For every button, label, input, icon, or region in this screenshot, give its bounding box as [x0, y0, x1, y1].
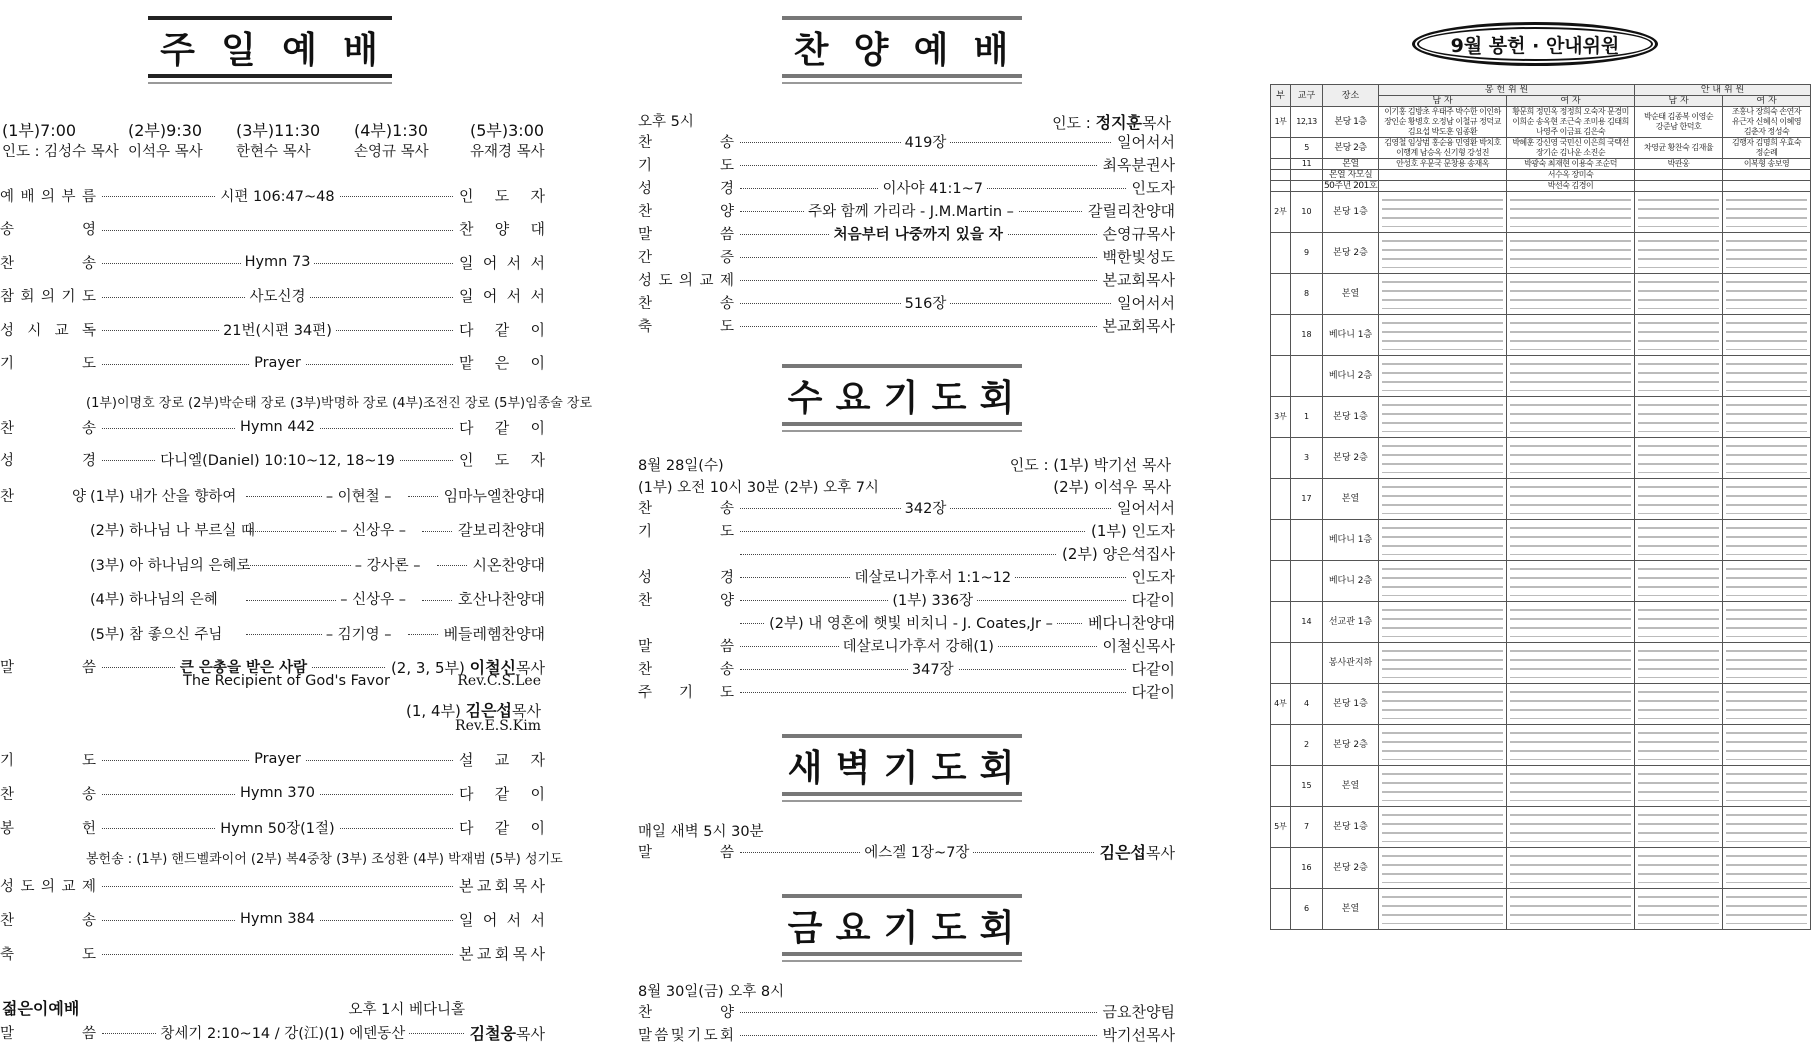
order-right: 본 교 회 목 사	[459, 876, 545, 895]
order-label: 말 씀	[638, 638, 734, 655]
sermon-p2-services: (1, 4부)	[406, 702, 461, 720]
cell-place: 50주년 201호	[1323, 181, 1378, 191]
order-label: 축 도	[638, 318, 734, 335]
order-row	[638, 1023, 1175, 1045]
service-time-5: (5부)3:00	[470, 121, 545, 140]
order-row	[0, 318, 545, 340]
table-row-filler: 15 본열	[1271, 766, 1811, 807]
order-label: 찬 송	[638, 134, 734, 151]
choir-name: 갈보리찬양대	[458, 521, 545, 539]
sunday-service-column	[0, 0, 593, 1046]
order-row	[0, 942, 545, 964]
youth-sermon-content: 창세기 2:10~14 / 강(江)(1) 에덴동산	[156, 1022, 409, 1043]
order-row	[638, 291, 1175, 313]
table-row-filler: 8 본열	[1271, 274, 1811, 315]
order-right: 일어서서	[1117, 293, 1175, 312]
table-row-filler: 16 본당 2층	[1271, 848, 1811, 889]
cell-a: 이기홍 김방초 우태주 박수한 이인하 장인순 황병호 오정남 이철규 정덕교 김요섭 박도훈 임종환	[1384, 107, 1501, 136]
sunday-service-title: 주 일 예 배	[148, 16, 392, 78]
order-right: 갈릴리찬양대	[1088, 201, 1175, 220]
order-row	[638, 314, 1175, 336]
order-content: Hymn 442	[236, 419, 319, 435]
service-leader-1: 인도 : 김성수 목사	[2, 144, 119, 160]
table-row	[1271, 159, 1811, 170]
choir-composer: – 신상우 –	[336, 519, 410, 540]
youth-sermon-row	[0, 1021, 545, 1043]
choir-song: (2부) 하나님 나 부르실 때	[90, 523, 256, 539]
other-services-column	[630, 0, 1175, 1046]
order-label: 송 영	[0, 222, 96, 238]
choir-label: 찬 양	[0, 488, 86, 505]
order-right: 맡 은 이	[459, 354, 545, 372]
order-content: 주와 함께 가리라 - J.M.Martin –	[804, 200, 1018, 221]
order-right: 설 교 자	[459, 750, 545, 769]
choir-composer: – 강사론 –	[351, 554, 425, 575]
dawn-preacher: 김은섭	[1099, 842, 1147, 862]
cell-b: 박혜훈 강신영 국민신 이은희 국택선 장기순 김나운 소진순	[1512, 138, 1629, 157]
choir-song: (5부) 참 좋으신 주님	[90, 626, 223, 643]
table-row-filler: 3부 1 본당 1층	[1271, 397, 1811, 438]
order-right: 다 같 이	[459, 784, 545, 803]
order-content: 사도신경	[245, 285, 309, 306]
order-row	[638, 130, 1175, 152]
service-leader-4: 손영규 목사	[354, 144, 429, 160]
sermon-p1-en: Rev.C.S.Lee	[457, 673, 541, 689]
order-right: 최옥분권사	[1102, 155, 1175, 174]
order-content: 342장	[901, 497, 951, 518]
wednesday-leader2: (2부) 이석우 목사	[1053, 478, 1171, 496]
cell-gyogu: 5	[1304, 143, 1309, 152]
choir-row	[0, 622, 545, 644]
order-right: 본교회목사	[1102, 270, 1175, 289]
table-row-filler: 6 본열	[1271, 889, 1811, 930]
header-bongheon: 봉 헌 위 원	[1379, 85, 1635, 96]
cell-gyogu: 12,13	[1296, 117, 1317, 126]
order-content: Prayer	[250, 355, 305, 371]
service-leader-2: 이석우 목사	[128, 144, 203, 160]
order-row	[638, 588, 1175, 610]
order-row	[638, 680, 1175, 702]
choir-name: 시온찬양대	[472, 555, 545, 574]
order-row	[638, 199, 1175, 221]
committee-table	[1270, 84, 1811, 930]
choir-name: 베들레헴찬양대	[443, 624, 545, 643]
table-row-filler: 17 본열	[1271, 479, 1811, 520]
order-row	[0, 285, 545, 307]
order-right: 백한빛성도	[1102, 247, 1175, 266]
wednesday-leader: 인도 : (1부) 박기선 목사	[1009, 456, 1171, 474]
table-row-filler: 5부 7 본당 1층	[1271, 807, 1811, 848]
table-row-filler: 14 선교관 1층	[1271, 602, 1811, 643]
dawn-title: 새 벽 기 도 회	[782, 734, 1022, 796]
order-content: Prayer	[250, 751, 305, 767]
order-row	[638, 611, 1175, 633]
order-label: 찬 송	[638, 661, 734, 678]
service-time-1: (1부)7:00	[2, 121, 77, 140]
order-right: 다 같 이	[459, 320, 545, 339]
order-row	[638, 268, 1175, 290]
order-label: 기 도	[0, 356, 96, 372]
dawn-sermon-row	[638, 840, 1175, 862]
order-content: 이사야 41:1~7	[878, 177, 987, 198]
sermon-title-en: The Recipient of God's Favor	[183, 673, 390, 689]
order-content: 347장	[908, 658, 958, 679]
cell-place: 본열	[1342, 159, 1359, 169]
cell-b: 박광숙 최재현 이용숙 조순덕	[1524, 159, 1617, 168]
sermon-p1-name: 이철신	[469, 657, 517, 677]
cell-c: 차영균 황찬숙 김재율	[1643, 143, 1714, 152]
order-right: 본 교 회 목 사	[459, 944, 545, 963]
order-row	[638, 657, 1175, 679]
cell-b: 박선숙 김경이	[1547, 181, 1594, 190]
order-right: 일 어 서 서	[459, 287, 545, 305]
prayer-note: (1부)이명호 장로 (2부)박순태 장로 (3부)박명하 장로 (4부)조전진 장로 (5부)임종술 장로	[86, 396, 593, 411]
order-label: 말 씀 및 기 도 회	[638, 1027, 734, 1044]
service-leader-3: 한현수 목사	[236, 144, 311, 160]
order-right: 일 어 서 서	[459, 910, 545, 929]
order-content: 데살로니가후서 강해(1)	[839, 635, 998, 656]
order-right: 인도자	[1131, 178, 1175, 197]
cell-c: 박순태 김종복 이영순 강준남 한덕호	[1643, 112, 1714, 131]
cell-c: 박관웅	[1667, 159, 1690, 168]
order-content: 시편 106:47~48	[216, 185, 338, 206]
choir-name: 호산나찬양대	[458, 590, 545, 608]
order-row	[0, 782, 545, 804]
order-right: 찬 양 대	[459, 220, 545, 238]
sermon-label: 말 씀	[0, 659, 96, 676]
service-time-2: (2부)9:30	[128, 121, 203, 140]
cell-d: 김행자 김명희 우효숙 정순례	[1731, 138, 1802, 157]
wednesday-date: 8월 28일(수)	[638, 458, 724, 474]
order-label: 기 도	[638, 157, 734, 174]
order-right: 다같이	[1131, 659, 1175, 678]
order-right: 인 도 자	[459, 450, 545, 469]
cell-a: 안성호 우문국 문창용 송재옥	[1396, 159, 1489, 168]
friday-title: 금 요 기 도 회	[782, 894, 1022, 956]
order-content: Hymn 73	[241, 254, 315, 270]
duty-committee-column	[1268, 0, 1812, 1046]
choir-row	[0, 484, 545, 506]
youth-preacher-role: 목사	[516, 1024, 545, 1043]
order-label: 봉 헌	[0, 820, 96, 837]
praise-service-title: 찬 양 예 배	[782, 16, 1022, 78]
order-label: 찬 송	[0, 912, 96, 929]
wednesday-title: 수 요 기 도 회	[782, 364, 1022, 426]
order-row	[0, 218, 545, 240]
order-content: (1부) 336장	[888, 589, 977, 610]
order-label: 찬 양	[638, 592, 734, 609]
order-label: 성 도 의 교 제	[638, 272, 734, 289]
order-label: 말 씀	[638, 226, 734, 243]
order-label: 성 경	[638, 180, 734, 197]
order-row	[638, 222, 1175, 244]
table-row-filler: 봉사관지하	[1271, 643, 1811, 684]
table-row-filler: 베다니 2층	[1271, 561, 1811, 602]
order-row	[638, 519, 1175, 541]
order-label: 기 도	[0, 752, 96, 769]
choir-song: (1부) 내가 산을 향하여	[90, 488, 237, 505]
choir-row	[0, 588, 545, 610]
sermon-title: 큰 은총을 받은 사람	[176, 656, 311, 677]
order-row	[0, 448, 545, 470]
table-row	[1271, 138, 1811, 159]
order-row	[0, 251, 545, 273]
order-content: 처음부터 나중까지 있을 자	[830, 223, 1007, 244]
choir-name: 임마누엘찬양대	[443, 486, 545, 505]
order-row	[638, 634, 1175, 656]
order-row	[638, 245, 1175, 267]
table-row-filler: 2 본당 2층	[1271, 725, 1811, 766]
order-right: (1부) 인도자	[1091, 521, 1175, 540]
table-row	[1271, 107, 1811, 138]
sermon-p1-role: 목사	[516, 658, 545, 677]
cell-d: 이복형 송보영	[1743, 159, 1790, 168]
order-right: 박기선목사	[1102, 1025, 1175, 1044]
order-label: 찬 송	[638, 500, 734, 517]
sermon-p1-services: (2, 3, 5부)	[390, 658, 465, 677]
order-label: 성 시 교 독	[0, 322, 96, 339]
youth-service-title: 젊은이예배	[2, 999, 80, 1018]
cell-place: 본열 자모실	[1328, 170, 1373, 180]
order-label: 기 도	[638, 523, 734, 540]
order-right: 일어서서	[1117, 132, 1175, 151]
order-row	[0, 416, 545, 438]
service-leader-5: 유재경 목사	[470, 144, 545, 160]
table-row-filler: 9 본당 2층	[1271, 233, 1811, 274]
youth-sermon-label: 말 씀	[0, 1025, 96, 1042]
order-label: 축 도	[0, 946, 96, 963]
order-right: 다 같 이	[459, 818, 545, 837]
youth-preacher: 김철웅	[469, 1023, 517, 1043]
order-content: 데살로니가후서 1:1~12	[850, 566, 1015, 587]
committee-title: 9월 봉헌 · 안내위원	[1412, 22, 1658, 66]
cell-b: 서수옥 장미숙	[1547, 170, 1594, 179]
order-label: 성 경	[0, 452, 96, 469]
table-row-filler: 베다니 2층	[1271, 356, 1811, 397]
choir-composer: – 신상우 –	[336, 588, 410, 609]
cell-gyogu: 11	[1301, 159, 1312, 168]
header-annae-female: 여 자	[1723, 96, 1811, 107]
order-label: 찬 송	[0, 420, 96, 437]
table-row-filler: 3 본당 2층	[1271, 438, 1811, 479]
choir-row	[0, 519, 545, 541]
header-bongheon-female: 여 자	[1507, 96, 1635, 107]
dawn-time: 매일 새벽 5시 30분	[638, 824, 764, 840]
order-label: 찬 양	[638, 203, 734, 220]
order-row	[638, 176, 1175, 198]
order-label: 성 도 의 교 제	[0, 878, 96, 895]
choir-song: (3부) 아 하나님의 은혜로	[90, 557, 251, 574]
order-content: Hymn 370	[236, 785, 319, 801]
order-right: 다같이	[1131, 590, 1175, 609]
order-right: 베다니찬양대	[1088, 613, 1175, 632]
choir-row	[0, 553, 545, 575]
choir-composer: – 이현철 –	[322, 485, 396, 506]
header-bongheon-male: 남 자	[1379, 96, 1507, 107]
table-row-filler: 4부 4 본당 1층	[1271, 684, 1811, 725]
table-row-filler: 베다니 1층	[1271, 520, 1811, 561]
order-content: 다니엘(Daniel) 10:10~12, 18~19	[156, 449, 399, 470]
sermon-p2-name: 김은섭	[465, 701, 513, 720]
header-gyogu: 교구	[1291, 85, 1323, 107]
order-row	[0, 748, 545, 770]
header-bu: 부	[1271, 85, 1291, 107]
order-row	[0, 816, 545, 838]
table-row	[1271, 170, 1811, 181]
service-time-3: (3부)11:30	[236, 121, 321, 140]
order-label: 찬 송	[638, 295, 734, 312]
order-right: (2부) 양은석집사	[1062, 544, 1175, 563]
cell-place: 본당 1층	[1334, 117, 1367, 127]
order-content: 516장	[901, 292, 951, 313]
header-place: 장소	[1323, 85, 1379, 107]
service-time-4: (4부)1:30	[354, 121, 429, 140]
order-label: 간 증	[638, 249, 734, 266]
youth-service-info: 오후 1시 베다니홀	[348, 1002, 465, 1018]
order-content: Hymn 50장(1절)	[216, 817, 338, 838]
order-row	[0, 874, 545, 896]
offering-note: 봉헌송 : (1부) 핸드벨콰이어 (2부) 복4중창 (3부) 조성환 (4부) 박재범 (5부) 성기도	[86, 852, 563, 867]
order-row	[638, 542, 1175, 564]
praise-time: 오후 5시	[638, 114, 694, 130]
order-right: 일어서서	[1117, 498, 1175, 517]
order-label: 찬 송	[0, 786, 96, 803]
cell-place: 본당 2층	[1334, 143, 1367, 153]
dawn-preacher-role: 목사	[1146, 843, 1175, 862]
order-right: 다같이	[1131, 682, 1175, 701]
header-annae: 안 내 위 원	[1635, 85, 1811, 96]
order-label: 성 경	[638, 569, 734, 586]
order-label: 찬 송	[0, 255, 96, 272]
sermon-p2-role: 목사	[512, 702, 541, 720]
order-right: 인도자	[1131, 567, 1175, 586]
order-right: 인 도 자	[459, 186, 545, 205]
order-row	[0, 184, 545, 206]
choir-song: (4부) 하나님의 은혜	[90, 592, 218, 608]
order-content: 419장	[901, 131, 951, 152]
order-row	[0, 352, 545, 374]
cell-b: 황문희 정민옥 정정희 오숙자 문경미 이희순 송옥현 조근숙 조미용 김태희 나영주 이금표 김은숙	[1512, 107, 1629, 136]
praise-leader: 인도 : 정지훈목사	[1052, 113, 1171, 132]
choir-composer: – 김기영 –	[322, 623, 396, 644]
order-right: 이철신목사	[1102, 636, 1175, 655]
sermon-p2-en: Rev.E.S.Kim	[455, 718, 541, 734]
order-row	[638, 1000, 1175, 1022]
dawn-sermon-content: 에스겔 1장~7장	[860, 841, 973, 862]
order-label: 찬 양	[638, 1004, 734, 1021]
cell-a: 김영철 임상범 홍순융 민영환 박치호 이행계 남승옥 신기형 강성진	[1384, 138, 1501, 157]
table-row-filler: 2부 10 본당 1층	[1271, 192, 1811, 233]
order-label: 예 배 의 부 름	[0, 188, 96, 205]
order-content: 21번(시편 34편)	[219, 319, 336, 340]
cell-d: 조홍나 장희숙 손연자 유근자 신혜식 이혜영 김춘자 정성숙	[1731, 107, 1802, 136]
order-content: Hymn 384	[236, 911, 319, 927]
order-right: 금요찬양팀	[1102, 1002, 1175, 1021]
order-right: 다 같 이	[459, 418, 545, 437]
header-annae-male: 남 자	[1635, 96, 1723, 107]
friday-date: 8월 30일(금) 오후 8시	[638, 984, 785, 1000]
table-row-filler: 18 베다니 1층	[1271, 315, 1811, 356]
order-row	[638, 153, 1175, 175]
table-row	[1271, 181, 1811, 192]
order-row	[0, 908, 545, 930]
order-right: 일 어 서 서	[459, 253, 545, 272]
order-label: 참 회 의 기 도	[0, 289, 96, 305]
cell-bu: 1부	[1274, 117, 1287, 126]
order-right: 손영규목사	[1102, 224, 1175, 243]
dawn-sermon-label: 말 씀	[638, 844, 734, 861]
order-row	[638, 565, 1175, 587]
order-label: 주 기 도	[638, 684, 734, 701]
order-content: (2부) 내 영혼에 햇빛 비치니 - J. Coates,Jr –	[765, 612, 1057, 633]
order-row	[638, 496, 1175, 518]
wednesday-time: (1부) 오전 10시 30분 (2부) 오후 7시	[638, 480, 879, 496]
order-right: 본교회목사	[1102, 316, 1175, 335]
